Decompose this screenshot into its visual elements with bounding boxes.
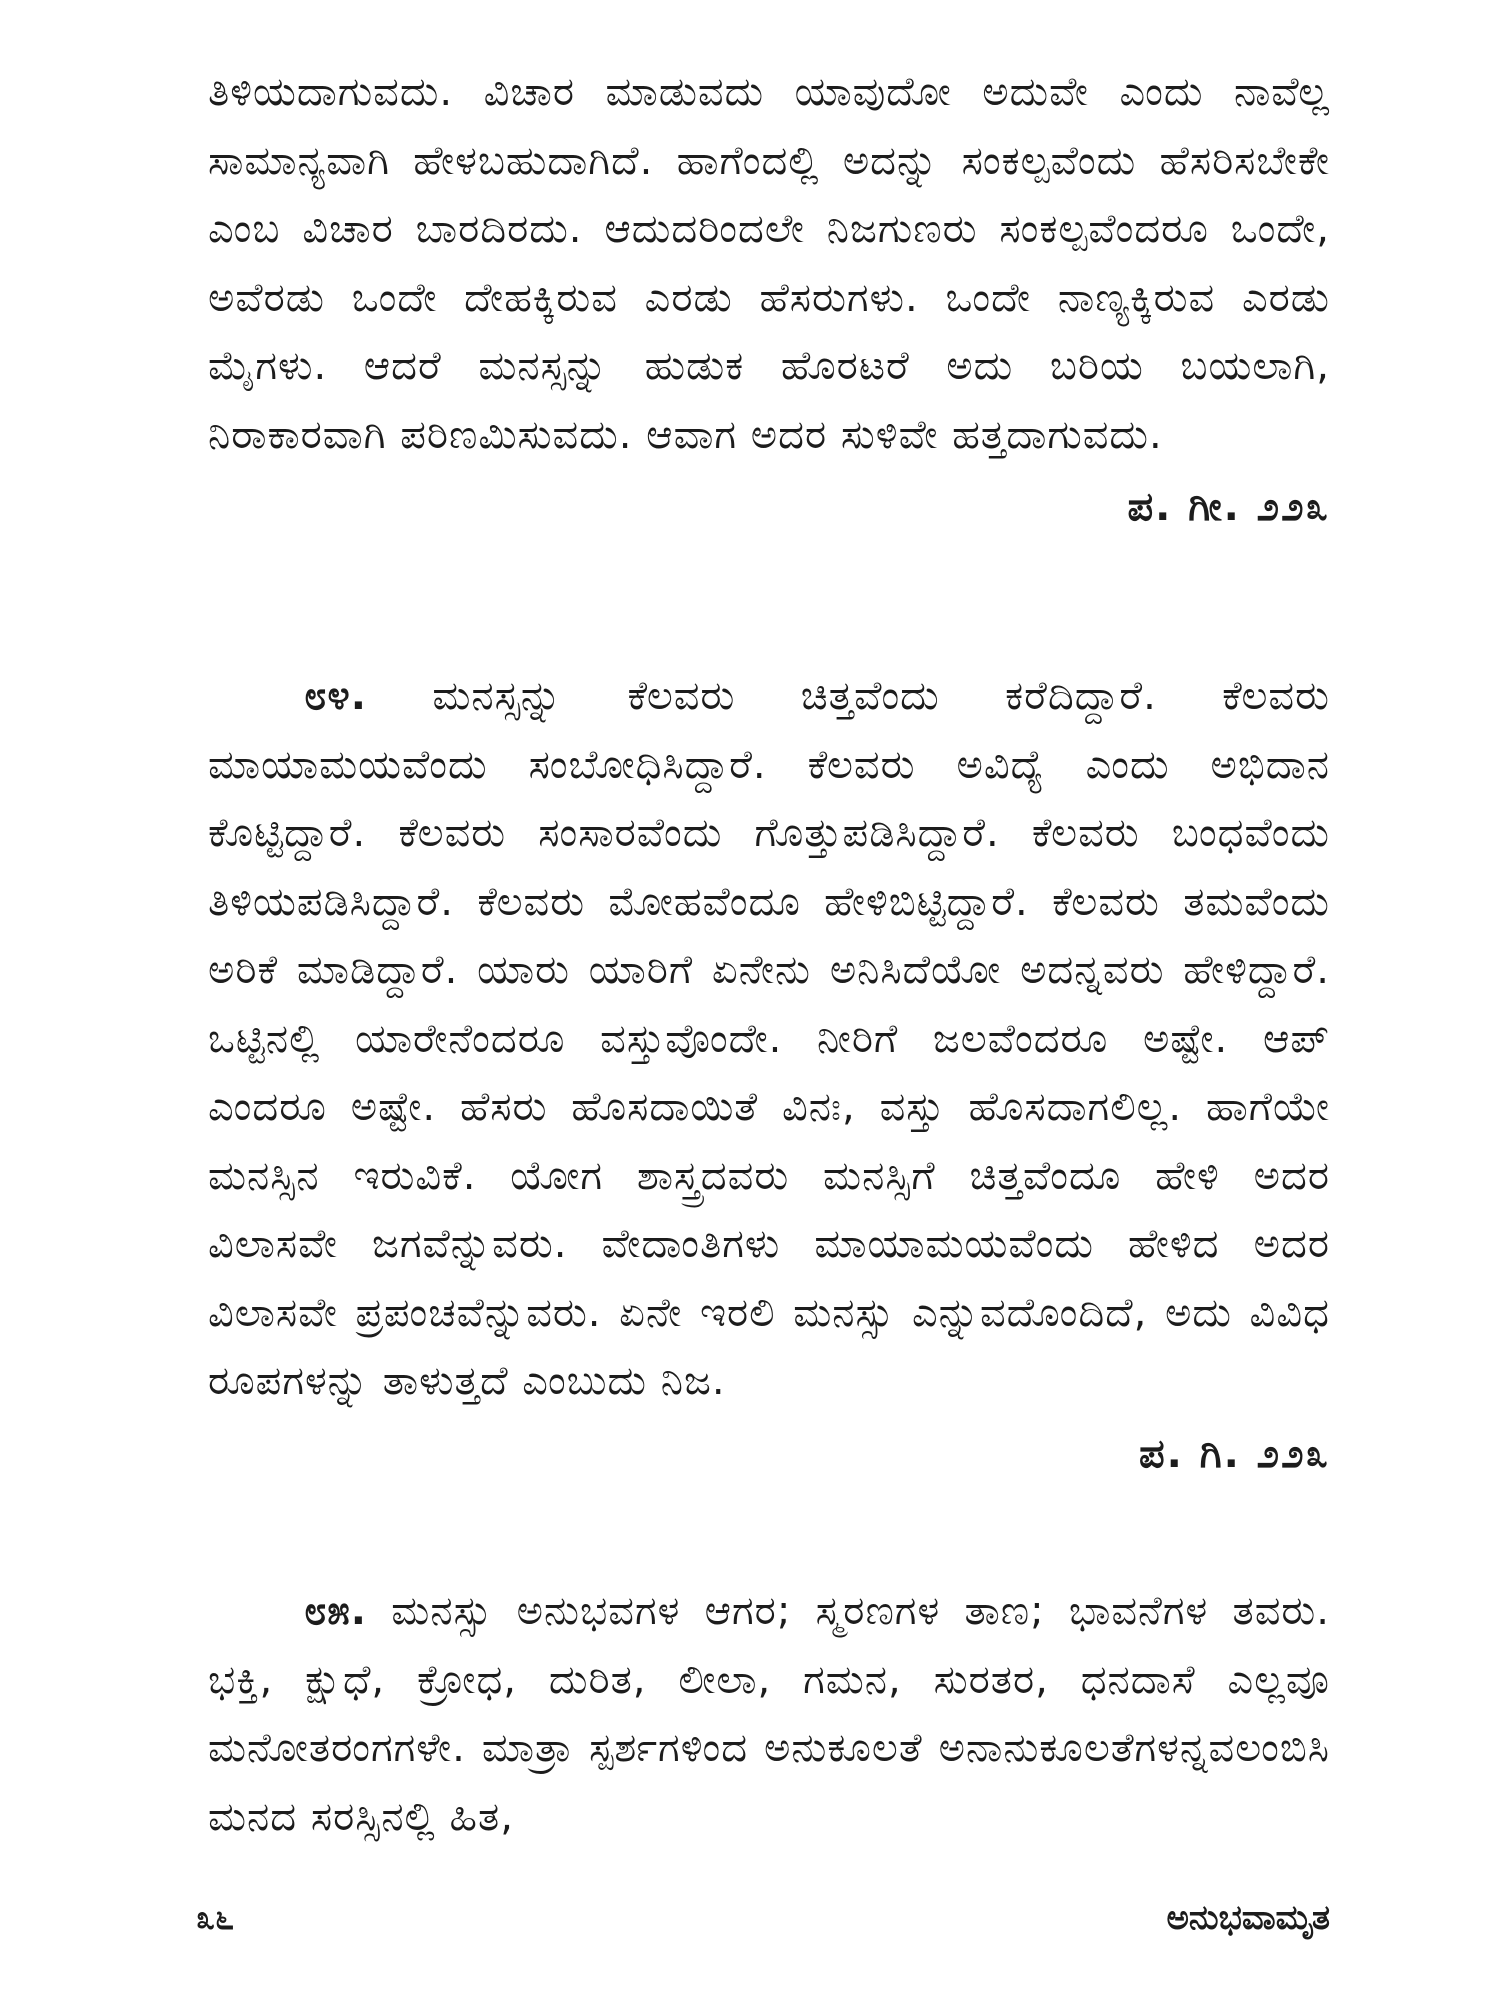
page-number: ೩೬ [196, 1898, 235, 1938]
text-block-84 [208, 662, 1330, 1488]
source-reference: ಪ. ಗೀ. ೨೨೩ [1127, 484, 1330, 530]
paragraph-number: ೮೫. [304, 1588, 367, 1634]
text-block-top [208, 58, 1330, 541]
paragraph-text: ಮನಸ್ಸನ್ನು ಕೆಲವರು ಚಿತ್ತವೆಂದು ಕರೆದಿದ್ದಾರೆ. ಕೆಲವರು ಮಾಯಾಮಯವೆಂದು ಸಂಬೋಧಿಸಿದ್ದಾರೆ. ಕೆಲವರು ಅವಿದ್ಯೆ ಎಂದು ಅಭಿದಾನ ಕೊಟ್ಟಿದ್ದಾರೆ. ಕೆಲವರು ಸಂಸಾರವೆಂದು ಗೊತ್ತುಪಡಿಸಿದ್ದಾರೆ. ಕೆಲವರು ಬಂಧವೆಂದು ತಿಳಿಯಪಡಿಸಿದ್ದಾರೆ. ಕೆಲವರು ಮೋಹವೆಂದೂ ಹೇಳಿಬಿಟ್ಟಿದ್ದಾರೆ. ಕೆಲವರು ತಮವೆಂದು ಅರಿಕೆ ಮಾಡಿದ್ದಾರೆ. ಯಾರು ಯಾರಿಗೆ ಏನೇನು ಅನಿಸಿದೆಯೋ ಅದನ್ನವರು ಹೇಳಿದ್ದಾರೆ. ಒಟ್ಟಿನಲ್ಲಿ ಯಾರೇನೆಂದರೂ ವಸ್ತುವೊಂದೇ. ನೀರಿಗೆ ಜಲವೆಂದರೂ ಅಷ್ಟೇ. ಆಪ್ ಎಂದರೂ ಅಷ್ಟೇ. ಹೆಸರು ಹೊಸದಾಯಿತೆ ವಿನಃ, ವಸ್ತು ಹೊಸದಾಗಲಿಲ್ಲ. ಹಾಗೆಯೇ ಮನಸ್ಸಿನ ಇರುವಿಕೆ. ಯೋಗ ಶಾಸ್ತ್ರದವರು ಮನಸ್ಸಿಗೆ ಚಿತ್ತವೆಂದೂ ಹೇಳಿ ಅದರ ವಿಲಾಸವೇ ಜಗವೆನ್ನುವರು. ವೇದಾಂತಿಗಳು ಮಾಯಾಮಯವೆಂದು ಹೇಳಿದ ಅದರ ವಿಲಾಸವೇ ಪ್ರಪಂಚವೆನ್ನುವರು. ಏನೇ ಇರಲಿ ಮನಸ್ಸು ಎನ್ನುವದೊಂದಿದೆ, ಅದು ವಿವಿಧ ರೂಪಗಳನ್ನು ತಾಳುತ್ತದೆ ಎಂಬುದು ನಿಜ. [208, 673, 1330, 1404]
paragraph-continuation [208, 58, 1330, 469]
paragraph-text: ತಿಳಿಯದಾಗುವದು. ವಿಚಾರ ಮಾಡುವದು ಯಾವುದೋ ಅದುವೇ ಎಂದು ನಾವೆಲ್ಲ ಸಾಮಾನ್ಯವಾಗಿ ಹೇಳಬಹುದಾಗಿದೆ. ಹಾಗೆಂದಲ್ಲಿ ಅದನ್ನು ಸಂಕಲ್ಪವೆಂದು ಹೆಸರಿಸಬೇಕೇ ಎಂಬ ವಿಚಾರ ಬಾರದಿರದು. ಆದುದರಿಂದಲೇ ನಿಜಗುಣರು ಸಂಕಲ್ಪವೆಂದರೂ ಒಂದೇ, ಅವೆರಡು ಒಂದೇ ದೇಹಕ್ಕಿರುವ ಎರಡು ಹೆಸರುಗಳು. ಒಂದೇ ನಾಣ್ಯಕ್ಕಿರುವ ಎರಡು ಮೈಗಳು. ಆದರೆ ಮನಸ್ಸನ್ನು ಹುಡುಕ ಹೊರಟರೆ ಅದು ಬರಿಯ ಬಯಲಾಗಿ, ನಿರಾಕಾರವಾಗಿ ಪರಿಣಮಿಸುವದು. ಆವಾಗ ಅದರ ಸುಳಿವೇ ಹತ್ತದಾಗುವದು. [208, 69, 1330, 458]
paragraph-85 [208, 1577, 1330, 1851]
paragraph-84 [208, 662, 1330, 1416]
paragraph-number: ೮೪. [304, 673, 367, 719]
text-block-85 [208, 1577, 1330, 1851]
source-reference: ಪ. ಗಿ. ೨೨೩ [1139, 1430, 1330, 1477]
book-title: ಅನುಭವಾಮೃತ [1166, 1898, 1330, 1938]
page-footer [196, 1898, 1330, 1948]
paragraph-text: ಮನಸ್ಸು ಅನುಭವಗಳ ಆಗರ; ಸ್ಮರಣಗಳ ತಾಣ; ಭಾವನೆಗಳ ತವರು. ಭಕ್ತಿ, ಕ್ಷುಧೆ, ಕ್ರೋಧ, ದುರಿತ, ಲೀಲಾ, ಗಮನ, ಸುರತರ, ಧನದಾಸೆ ಎಲ್ಲವೂ ಮನೋತರಂಗಗಳೇ. ಮಾತ್ರಾ ಸ್ಪರ್ಶಗಳಿಂದ ಅನುಕೂಲತೆ ಅನಾನುಕೂಲತೆಗಳನ್ನವಲಂಬಿಸಿ ಮನದ ಸರಸ್ಸಿನಲ್ಲಿ ಹಿತ, [208, 1588, 1330, 1840]
